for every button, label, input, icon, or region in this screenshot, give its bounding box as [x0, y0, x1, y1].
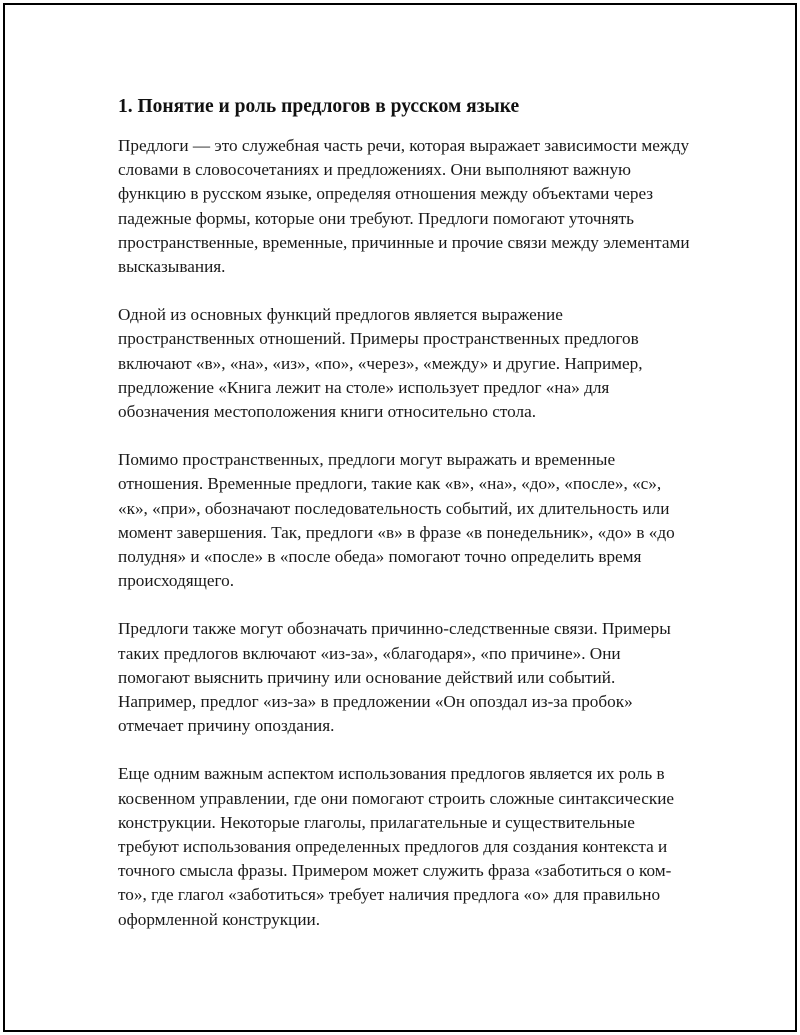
paragraph-temporal: Помимо пространственных, предлоги могут выражать и временные отношения. Временные предлоги, такие как «в», «на», «до», «после», «с», «к», «при», обозначают последовательность событий, их длительность или момент завершения. Так, предлоги «в» в фразе «в понедельник», «до» в «до полудня» и «после» в «после обеда» помогают точно определить время происходящего. — [118, 450, 675, 591]
document-body — [118, 93, 690, 956]
paragraph-government: Еще одним важным аспектом использования предлогов является их роль в косвенном управлении, где они помогают строить сложные синтаксические конструкции. Некоторые глаголы, прилагательные и существительные требуют использования определенных предлогов для создания контекста и точного смысла фразы. Примером может служить фраза «заботиться о ком-то», где глагол «заботиться» требует наличия предлога «о» для правильно оформленной конструкции. — [118, 764, 675, 929]
paragraph-spatial: Одной из основных функций предлогов является выражение пространственных отношений. Примеры пространственных предлогов включают «в», «на», «из», «по», «через», «между» и другие. Например, предложение «Книга лежит на столе» использует предлог «на» для обозначения местоположения книги относительно стола. — [118, 305, 643, 422]
paragraph-definition: Предлоги — это служебная часть речи, которая выражает зависимости между словами в словосочетаниях и предложениях. Они выполняют важную функцию в русском языке, определяя отношения между объектами через падежные формы, которые они требуют. Предлоги помогают уточнять пространственные, временные, причинные и прочие связи между элементами высказывания. — [118, 136, 690, 277]
paragraph-causal: Предлоги также могут обозначать причинно-следственные связи. Примеры таких предлогов включают «из-за», «благодаря», «по причине». Они помогают выяснить причину или основание действий или событий. Например, предлог «из-за» в предложении «Он опоздал из-за пробок» отмечает причину опоздания. — [118, 619, 671, 736]
section-heading: 1. Понятие и роль предлогов в русском языке — [118, 96, 520, 117]
